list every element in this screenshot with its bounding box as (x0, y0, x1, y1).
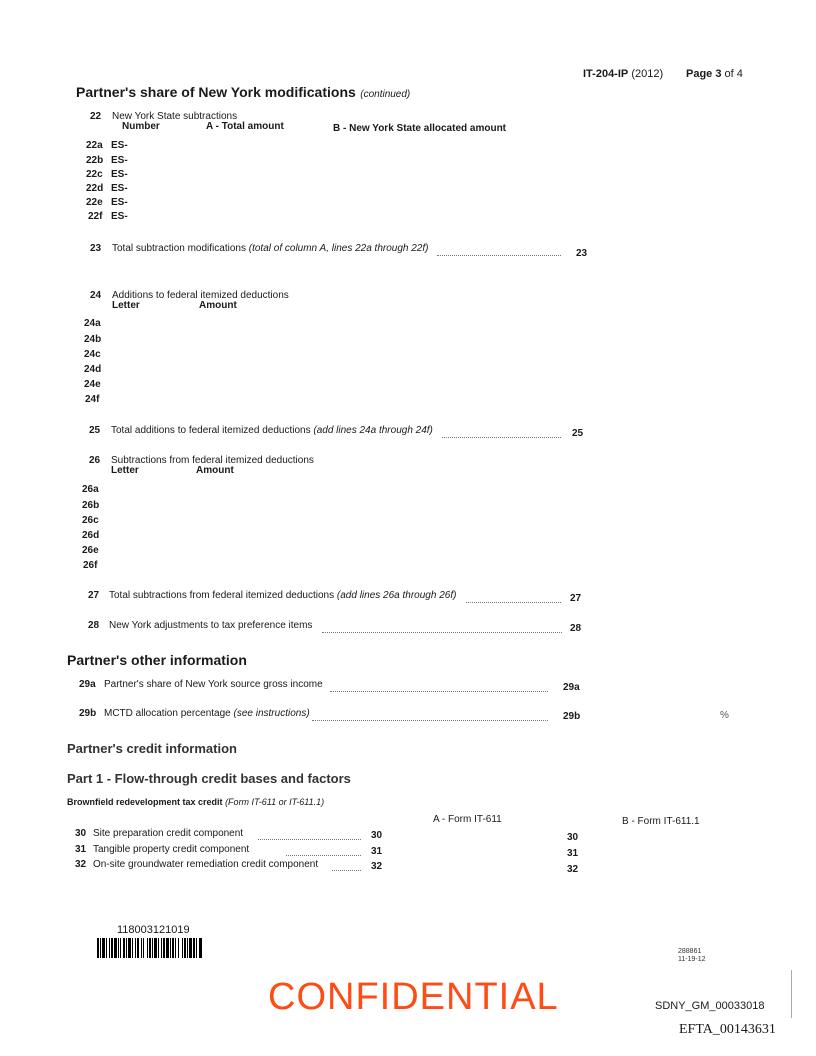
line-29b-leader (312, 720, 548, 721)
barcode-bar (202, 938, 203, 958)
line-25-leader (442, 437, 561, 438)
row-label: 26f (83, 560, 98, 571)
percent-sign: % (720, 710, 729, 721)
line-29b-number: 29b (79, 708, 97, 719)
line-25-number: 25 (89, 425, 101, 436)
section-title-credit-info: Partner's credit information (67, 741, 237, 756)
line-32-text: On-site groundwater remediation credit component (93, 859, 319, 870)
row-label: 22b (86, 155, 104, 166)
row-label: 24d (84, 364, 102, 375)
line-32-box-a: 32 (371, 861, 383, 872)
line-27-number: 27 (88, 590, 100, 601)
page-of: of 4 (724, 68, 743, 80)
line-30-number: 30 (75, 828, 87, 839)
form-year: (2012) (631, 68, 664, 80)
row-label: 22c (86, 169, 103, 180)
es-prefix: ES- (111, 140, 128, 151)
es-prefix: ES- (111, 183, 128, 194)
line-30-box-a: 30 (371, 830, 383, 841)
line-31-leader (286, 855, 361, 856)
line-28-number: 28 (88, 620, 100, 631)
form-header (583, 68, 663, 80)
col-b-nys-header: B - New York State allocated amount (333, 123, 507, 134)
page-label: Page (686, 68, 713, 80)
line-28-leader (322, 632, 562, 633)
es-prefix: ES- (111, 169, 128, 180)
line-31-number: 31 (75, 844, 87, 855)
line-31-box-a: 31 (371, 846, 383, 857)
line-30-leader (258, 839, 361, 840)
page-number: 3 (715, 68, 722, 80)
line-23-number: 23 (90, 243, 102, 254)
form-code: 288861 (678, 948, 702, 955)
row-label: 24c (84, 349, 101, 360)
row-label: 24b (84, 334, 102, 345)
col-b-form-it611-1: B - Form IT-611.1 (622, 816, 700, 827)
line-27-leader (466, 602, 561, 603)
row-label: 26e (82, 545, 99, 556)
line-31-box-b: 31 (567, 848, 579, 859)
line-32-box-b: 32 (567, 864, 579, 875)
line-30-text: Site preparation credit component (93, 828, 244, 839)
line-25-box: 25 (572, 428, 584, 439)
line-22-number: 22 (90, 111, 102, 122)
es-prefix: ES- (111, 211, 128, 222)
line-29a-text: Partner's share of New York source gross income (104, 679, 323, 690)
line-24-number: 24 (90, 290, 102, 301)
section-title-other-info: Partner's other information (67, 652, 247, 668)
row-label: 26d (82, 530, 100, 541)
scan-edge-mark (791, 970, 792, 1018)
col-a-total-header: A - Total amount (206, 121, 284, 132)
page-indicator (686, 68, 743, 80)
barcode-image (97, 938, 203, 958)
line-29b-box: 29b (563, 711, 581, 722)
row-label: 22d (86, 183, 104, 194)
line-22-text: New York State subtractions (112, 111, 238, 122)
line-29b-text: MCTD allocation percentage (see instructions) (104, 708, 310, 719)
line-29a-number: 29a (79, 679, 96, 690)
line-24-text: Additions to federal itemized deductions (112, 290, 289, 301)
line-28-text: New York adjustments to tax preference items (109, 620, 313, 631)
confidential-stamp: CONFIDENTIAL (268, 976, 559, 1018)
row-label: 26a (82, 484, 99, 495)
bates-number: SDNY_GM_00033018 (655, 1000, 765, 1012)
col-number-header: Number (122, 121, 160, 132)
line-26-number: 26 (89, 455, 101, 466)
col-letter-header-26: Letter (111, 465, 139, 476)
col-letter-header: Letter (112, 300, 140, 311)
col-a-form-it611: A - Form IT-611 (433, 814, 502, 825)
line-25-text: Total additions to federal itemized deductions (add lines 24a through 24f) (111, 425, 433, 436)
row-label: 22a (86, 140, 103, 151)
line-23-box: 23 (576, 248, 588, 259)
line-23-text: Total subtraction modifications (total of column A, lines 22a through 22f) (112, 243, 429, 254)
line-32-leader (332, 870, 361, 871)
brownfield-title: Brownfield redevelopment tax credit (Form IT-611 or IT-611.1) (67, 797, 325, 807)
line-32-number: 32 (75, 859, 87, 870)
line-26-text: Subtractions from federal itemized deductions (111, 455, 314, 466)
line-29a-box: 29a (563, 682, 580, 693)
row-label: 22e (86, 197, 103, 208)
line-27-text: Total subtractions from federal itemized deductions (add lines 26a through 26f) (109, 590, 457, 601)
row-label: 24e (84, 379, 101, 390)
line-23-leader (437, 255, 561, 256)
efta-number: EFTA_00143631 (679, 1022, 776, 1037)
es-prefix: ES- (111, 197, 128, 208)
row-label: 22f (88, 211, 103, 222)
row-label: 24f (85, 394, 100, 405)
part1-title: Part 1 - Flow-through credit bases and factors (67, 771, 351, 786)
line-27-box: 27 (570, 593, 582, 604)
es-prefix: ES- (111, 155, 128, 166)
row-label: 26c (82, 515, 99, 526)
line-31-text: Tangible property credit component (93, 844, 250, 855)
form-id: IT-204-IP (583, 68, 629, 80)
row-label: 26b (82, 500, 100, 511)
row-label: 24a (84, 318, 101, 329)
line-28-box: 28 (570, 623, 582, 634)
line-30-box-b: 30 (567, 832, 579, 843)
barcode-number: 118003121019 (117, 924, 190, 936)
form-date: 11-19-12 (678, 956, 706, 963)
section-title-modifications: Partner's share of New York modifications (continued) (76, 84, 411, 100)
line-29a-leader (330, 691, 548, 692)
col-amount-header: Amount (199, 300, 237, 311)
col-amount-header-26: Amount (196, 465, 234, 476)
